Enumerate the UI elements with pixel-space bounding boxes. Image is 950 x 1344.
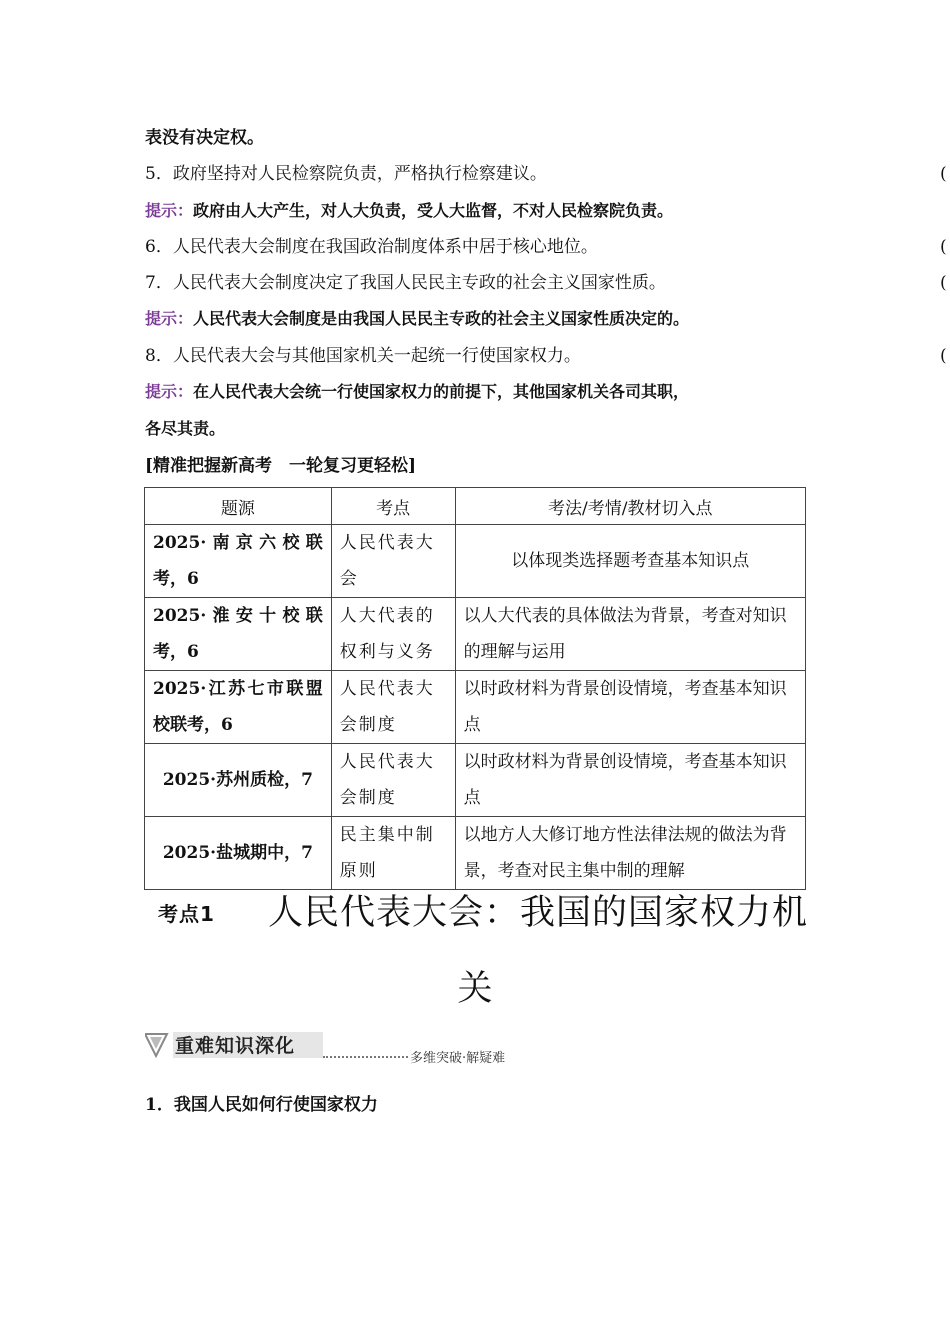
answer-paren: ( bbox=[940, 346, 947, 366]
exam-table bbox=[144, 487, 806, 890]
hint-8 bbox=[145, 381, 689, 403]
text-line: 表没有决定权。 bbox=[145, 128, 264, 148]
cell-approach: 以时政材料为背景创设情境，考查基本知识点 bbox=[455, 744, 805, 817]
cell-point: 人民代表大会 bbox=[331, 525, 455, 598]
hint-label: 提示： bbox=[145, 309, 194, 328]
hint-text: 人民代表大会制度是由我国人民民主专政的社会主义国家性质决定的。 bbox=[193, 309, 690, 328]
table-row bbox=[145, 525, 806, 598]
hint-text: 在人民代表大会统一行使国家权力的前提下，其他国家机关各司其职， bbox=[193, 382, 690, 401]
cell-point: 人大代表的权利与义务 bbox=[331, 598, 455, 671]
cell-source: 2025·盐城期中，7 bbox=[145, 817, 332, 890]
hint-5 bbox=[145, 200, 673, 222]
header-point: 考点 bbox=[331, 488, 455, 525]
question-7: 7．人民代表大会制度决定了我国人民民主专政的社会主义国家性质。 bbox=[145, 273, 666, 293]
answer-paren: ( bbox=[940, 237, 947, 257]
question-6: 6．人民代表大会制度在我国政治制度体系中居于核心地位。 bbox=[145, 237, 598, 257]
triangle-icon bbox=[145, 1034, 167, 1056]
table-row bbox=[145, 671, 806, 744]
kaodian-tag: 考点1 bbox=[158, 902, 215, 926]
answer-paren: ( bbox=[940, 273, 947, 293]
cell-source: 2025·苏州质检，7 bbox=[145, 744, 332, 817]
cell-approach: 以体现类选择题考查基本知识点 bbox=[455, 525, 805, 598]
cell-source: 2025·南京六校联考，6 bbox=[145, 525, 332, 598]
table-row bbox=[145, 598, 806, 671]
banner-divider bbox=[323, 1056, 408, 1058]
hint-8-continued: 各尽其责。 bbox=[145, 419, 226, 438]
cell-point: 民主集中制原则 bbox=[331, 817, 455, 890]
table-header-row bbox=[145, 488, 806, 525]
hint-label: 提示： bbox=[145, 201, 194, 220]
cell-approach: 以人大代表的具体做法为背景，考查对知识的理解与运用 bbox=[455, 598, 805, 671]
header-approach: 考法/考情/教材切入点 bbox=[455, 488, 805, 525]
cell-point: 人民代表大会制度 bbox=[331, 671, 455, 744]
question-8: 8．人民代表大会与其他国家机关一起统一行使国家权力。 bbox=[145, 346, 581, 366]
question-5: 5．政府坚持对人民检察院负责，严格执行检察建议。 bbox=[145, 164, 547, 184]
hint-7 bbox=[145, 308, 689, 330]
hint-text: 政府由人大产生，对人大负责，受人大监督，不对人民检察院负责。 bbox=[193, 201, 674, 220]
cell-source: 2025·江苏七市联盟校联考，6 bbox=[145, 671, 332, 744]
cell-point: 人民代表大会制度 bbox=[331, 744, 455, 817]
header-source: 题源 bbox=[145, 488, 332, 525]
cell-approach: 以地方人大修订地方性法律法规的做法为背景，考查对民主集中制的理解 bbox=[455, 817, 805, 890]
banner-title: 重难知识深化 bbox=[175, 1035, 296, 1057]
section-heading: [精准把握新高考 一轮复习更轻松] bbox=[145, 456, 417, 476]
table-row bbox=[145, 744, 806, 817]
answer-paren: ( bbox=[940, 164, 947, 184]
table-row bbox=[145, 817, 806, 890]
banner-subtitle: 多维突破·解疑难 bbox=[410, 1051, 506, 1066]
kaodian-title: 人民代表大会：我国的国家权力机 bbox=[268, 893, 809, 933]
cell-approach: 以时政材料为背景创设情境，考查基本知识点 bbox=[455, 671, 805, 744]
point-1-heading: 1．我国人民如何行使国家权力 bbox=[145, 1095, 378, 1115]
kaodian-title-continued: 关 bbox=[457, 969, 493, 1009]
cell-source: 2025·淮安十校联考，6 bbox=[145, 598, 332, 671]
hint-label: 提示： bbox=[145, 382, 194, 401]
